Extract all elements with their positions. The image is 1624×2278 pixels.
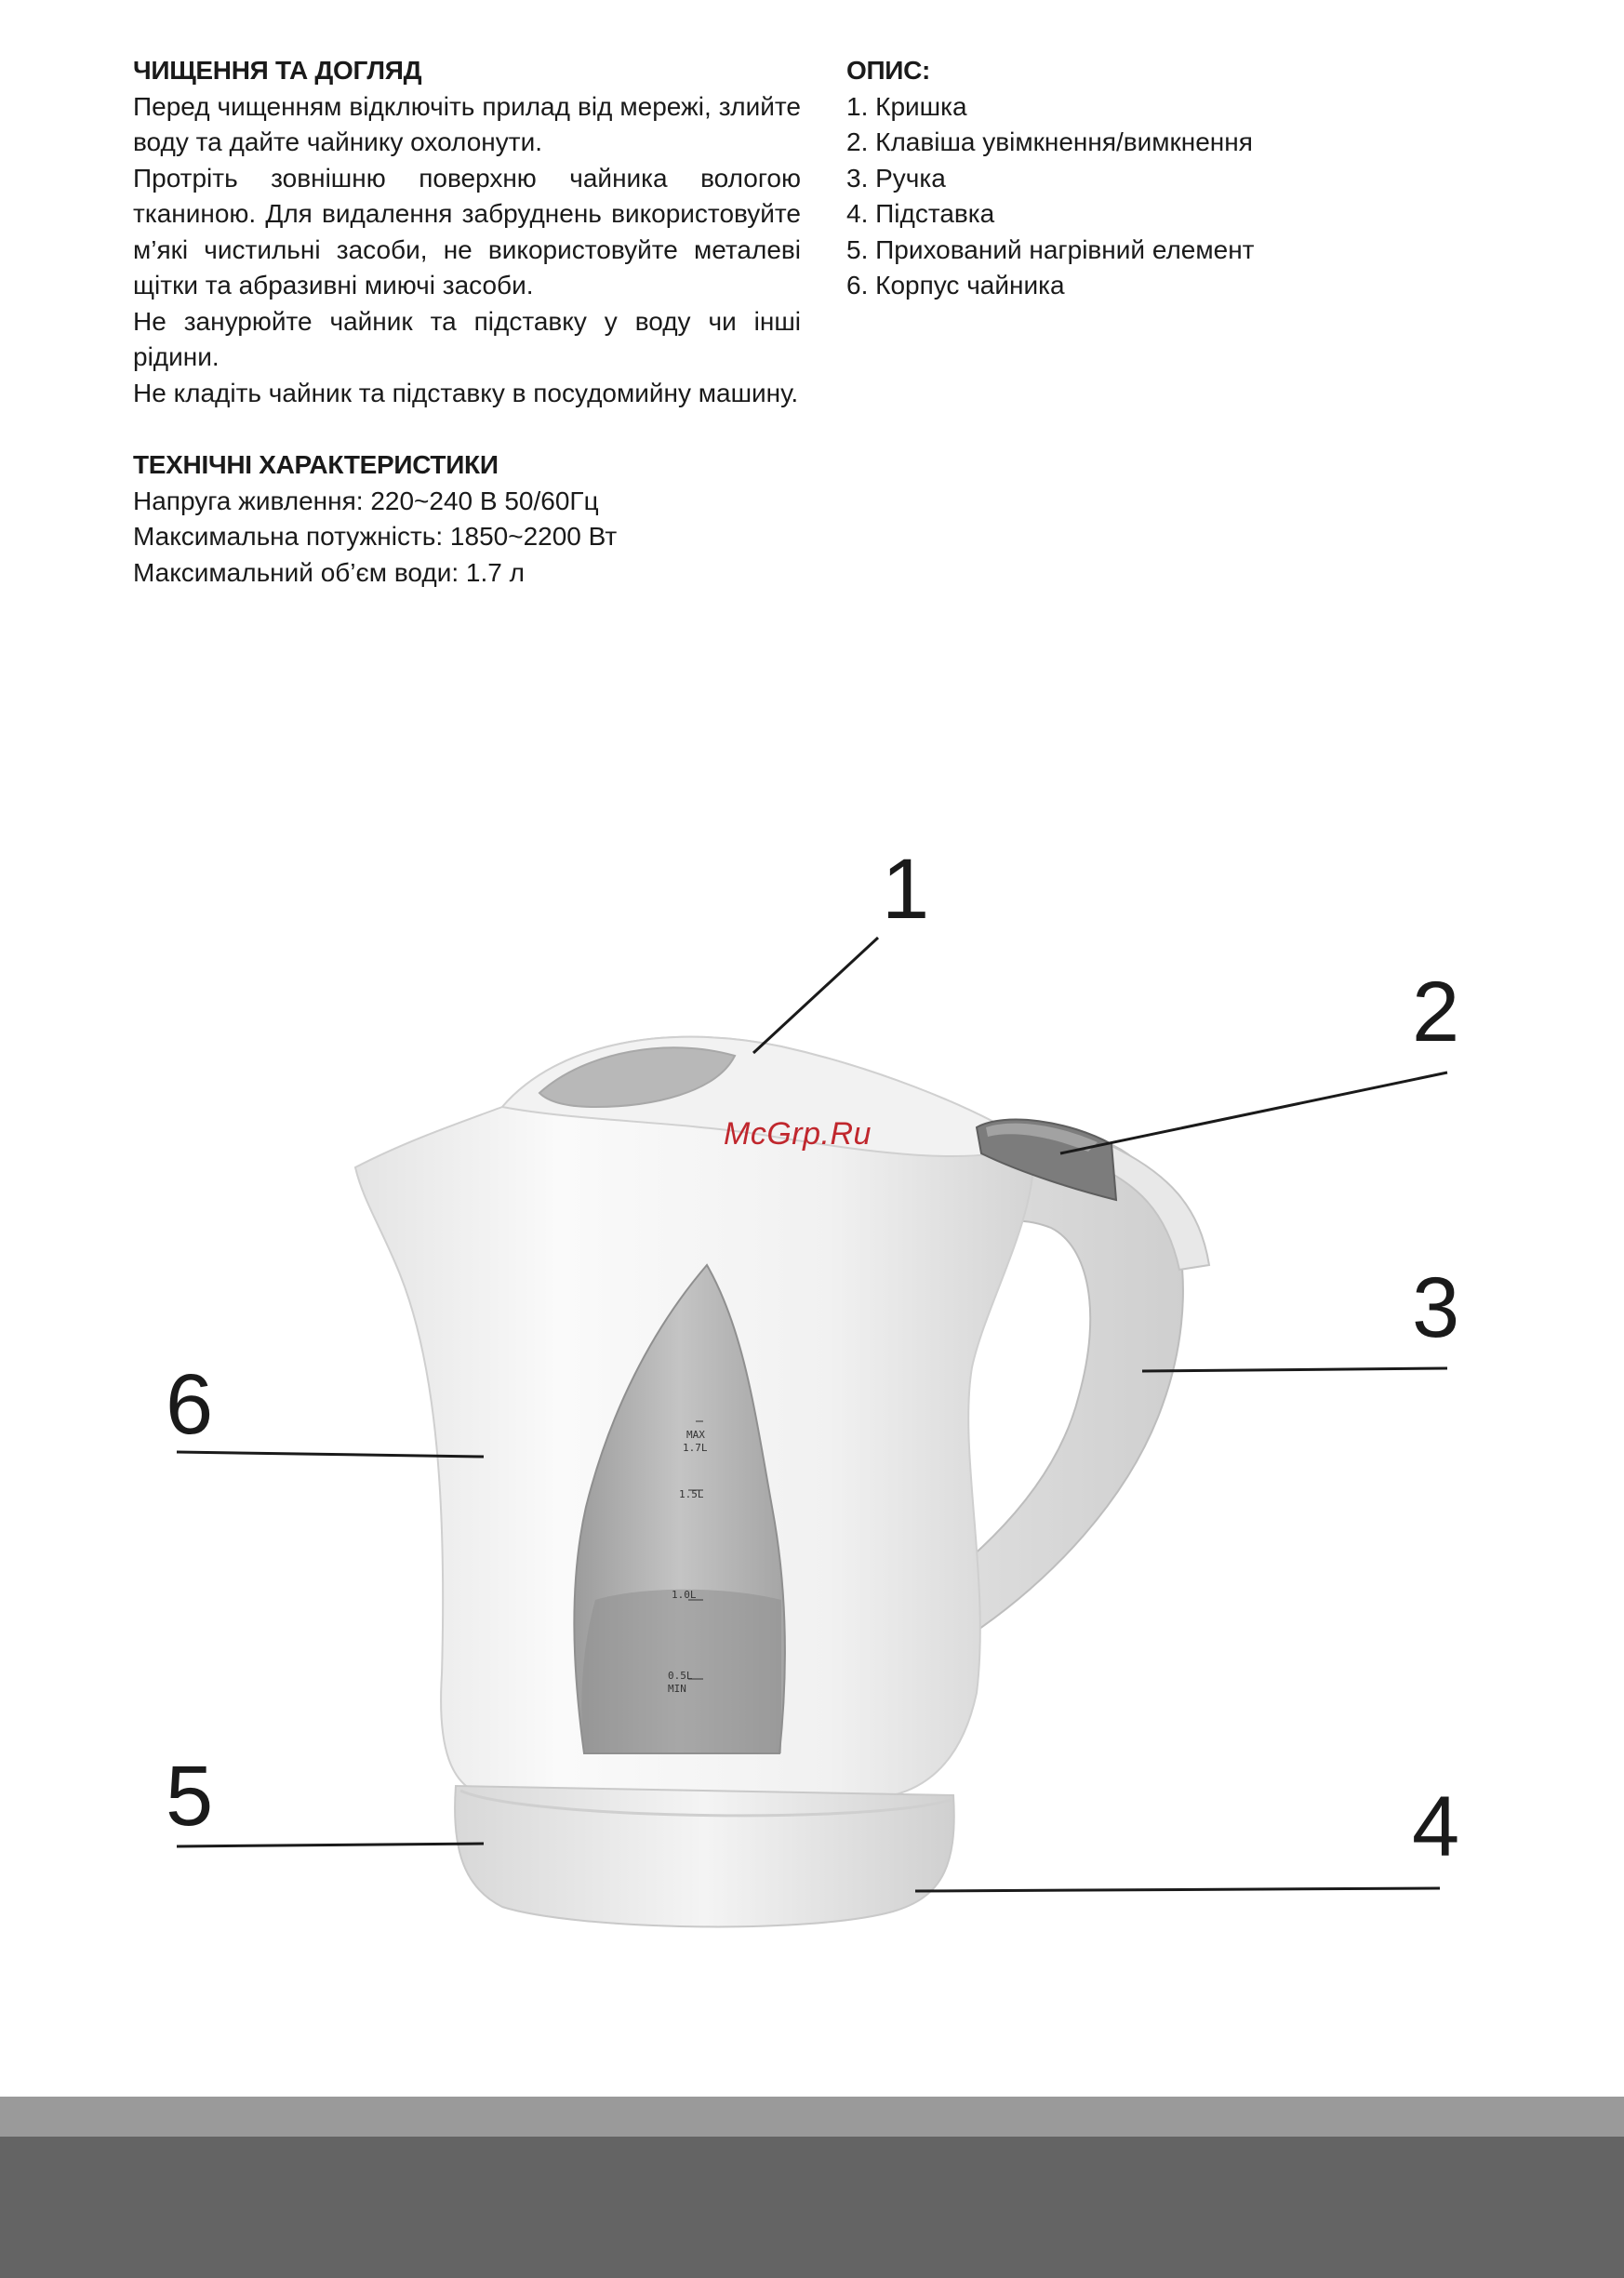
description-heading: ОПИС: bbox=[846, 56, 931, 85]
watermark-text: McGrp.Ru bbox=[724, 1116, 872, 1152]
tech-volume: Максимальний об’єм води: 1.7 л bbox=[133, 557, 525, 587]
callout-5: 5 bbox=[166, 1749, 214, 1844]
cleaning-paragraph-2: Протріть зовнішню поверхню чайника вологою тканиною. Для видалення забруднень використовуйте м’які чистильні засоби, не використовуйте металеві щітки та абразивні миючі засоби. bbox=[133, 163, 801, 300]
footer-band-dark bbox=[0, 2137, 1624, 2278]
footer-band-light bbox=[0, 2097, 1624, 2137]
cleaning-paragraph-3: Не занурюйте чайник та підставку у воду чи інші рідини. bbox=[133, 306, 801, 371]
parts-item-body: 6. Корпус чайника bbox=[846, 271, 1065, 300]
leader-line-2 bbox=[1060, 1072, 1447, 1153]
cleaning-heading: ЧИЩЕННЯ ТА ДОГЛЯД bbox=[133, 56, 422, 85]
callout-4: 4 bbox=[1412, 1779, 1460, 1874]
parts-item-switch: 2. Клавіша увімкнення/вимкнення bbox=[846, 127, 1253, 156]
leader-line-5 bbox=[177, 1844, 484, 1846]
scale-1-0: 1.0L bbox=[672, 1589, 697, 1601]
callout-6: 6 bbox=[166, 1357, 214, 1452]
scale-0-5: 0.5L bbox=[668, 1670, 693, 1682]
scale-min: MIN bbox=[668, 1683, 686, 1695]
leader-line-3 bbox=[1142, 1368, 1447, 1371]
leader-line-1 bbox=[753, 938, 878, 1053]
tech-voltage: Напруга живлення: 220~240 В 50/60Гц bbox=[133, 486, 599, 515]
tech-heading: ТЕХНІЧНІ ХАРАКТЕРИСТИКИ bbox=[133, 450, 499, 479]
parts-item-lid: 1. Кришка bbox=[846, 91, 967, 121]
scale-max-volume: 1.7L bbox=[683, 1442, 708, 1454]
parts-item-heater: 5. Прихований нагрівний елемент bbox=[846, 234, 1255, 264]
callout-3: 3 bbox=[1412, 1260, 1460, 1355]
parts-item-handle: 3. Ручка bbox=[846, 163, 946, 193]
scale-max-label: MAX bbox=[686, 1429, 705, 1441]
scale-1-5: 1.5L bbox=[679, 1488, 704, 1500]
callout-1: 1 bbox=[882, 842, 930, 937]
parts-item-base: 4. Підставка bbox=[846, 199, 995, 228]
tech-power: Максимальна потужність: 1850~2200 Вт bbox=[133, 522, 618, 551]
leader-line-4 bbox=[915, 1888, 1440, 1891]
callout-2: 2 bbox=[1412, 965, 1460, 1059]
cleaning-paragraph-1: Перед чищенням відключіть прилад від мережі, злийте воду та дайте чайнику охолонути. bbox=[133, 91, 801, 156]
cleaning-paragraph-4: Не кладіть чайник та підставку в посудомийну машину. bbox=[133, 378, 799, 407]
kettle-base bbox=[455, 1786, 954, 1926]
